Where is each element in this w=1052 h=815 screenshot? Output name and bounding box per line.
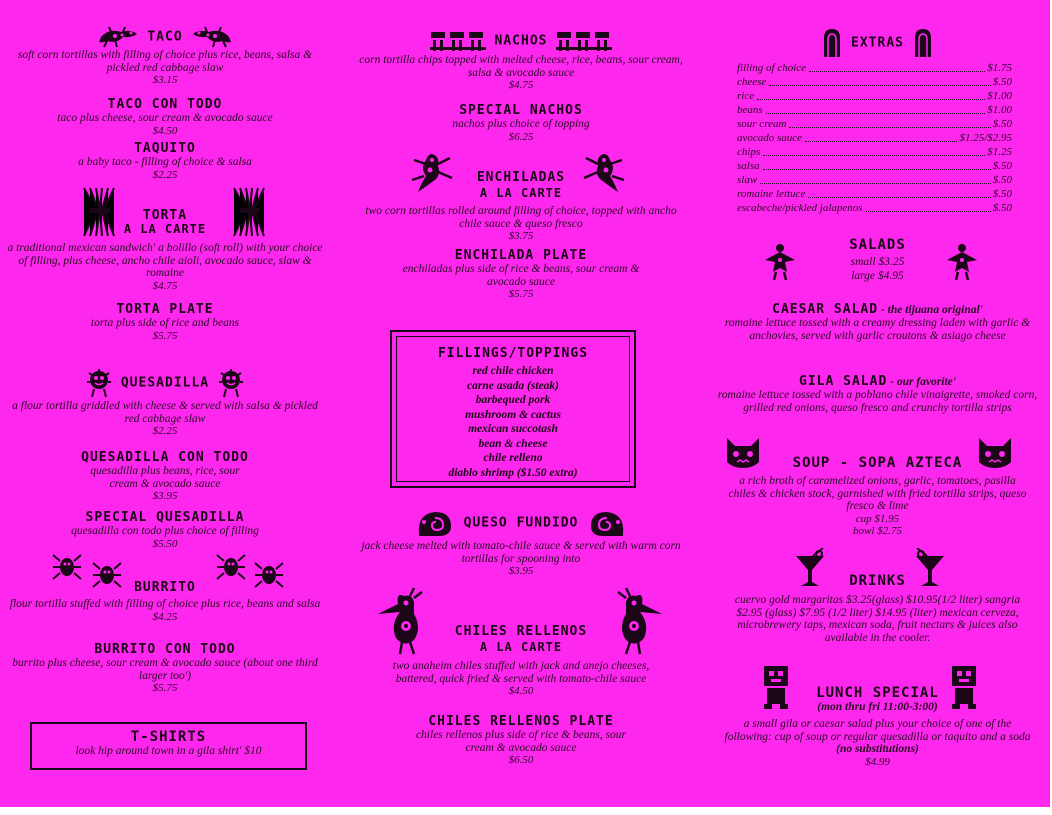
burrito-header (0, 552, 330, 596)
chiles-rellenos-subtitle: A LA CARTE (479, 640, 563, 654)
special-quesadilla-description: quesadilla con todo plus choice of filling (71, 525, 259, 537)
burrito-section (0, 598, 330, 623)
torta-header (0, 186, 330, 238)
fillings-inner-frame (396, 336, 630, 482)
enchilada-plate-description: enchiladas plus side of rice & beans, sour cream & avocado sauce (402, 263, 640, 288)
filling-item: mexican succotash (468, 423, 558, 435)
extra-price: $.50 (992, 76, 1012, 88)
extras-row (737, 61, 1012, 75)
burrito-con-todo-price: $5.75 (152, 682, 178, 694)
quesadilla-con-todo-description: quesadilla plus beans, rice, sour cream & avocado sauce (90, 465, 240, 490)
special-quesadilla-price: $5.50 (152, 537, 178, 550)
burrito-con-todo-title: BURRITO CON TODO (94, 642, 236, 657)
quesadilla-description: a flour tortilla griddled with cheese & served with salsa & pickled red cabbage slaw (12, 400, 318, 425)
gila-salad-tagline: - our favorite' (887, 376, 956, 388)
queso-fundido-title: QUESO FUNDIDO (463, 515, 579, 531)
soup-title: SOUP - SOPA AZTECA (792, 455, 963, 471)
arch-icon (913, 28, 933, 58)
chiles-rellenos-price: $4.50 (508, 685, 534, 697)
extra-name: romaine lettuce (737, 188, 806, 200)
extra-price: $1.75 (987, 62, 1012, 74)
extra-price: $.50 (992, 202, 1012, 214)
nachos-price: $4.75 (508, 79, 534, 91)
enchilada-plate-title: ENCHILADA PLATE (454, 248, 588, 263)
queso-fundido-section (352, 508, 690, 577)
extras-row (737, 131, 1012, 145)
chiles-rellenos-header (352, 586, 690, 658)
caesar-salad-title: CAESAR SALAD (772, 302, 879, 317)
drinks-header (705, 548, 1050, 594)
enchiladas-section (352, 205, 690, 242)
soup-bowl-price: bowl $2.75 (853, 524, 902, 537)
extra-name: salsa (737, 160, 760, 172)
filling-item: chile relleno (483, 452, 543, 464)
dot-leader (805, 141, 957, 142)
extra-price: $1.25 (987, 146, 1012, 158)
soup-section (705, 475, 1050, 537)
taco-description: soft corn tortillas with filling of choice plus rice, beans, salsa & pickled red cabbage slaw (17, 49, 313, 74)
salads-title: SALADS (849, 237, 906, 253)
extra-price: $1.00 (987, 104, 1012, 116)
dot-leader (808, 197, 990, 198)
spider-icon (216, 552, 246, 582)
torta-title: TORTA (142, 208, 188, 223)
lunch-special-note: (no substitutions) (836, 743, 919, 755)
queso-fundido-price: $3.95 (508, 565, 534, 577)
caesar-salad-description: romaine lettuce tossed with a creamy dressing laden with garlic & anchovies, served with garlic croutons & asiago cheese (724, 317, 1031, 342)
extras-row (737, 201, 1012, 215)
torta-plate-price: $5.75 (152, 329, 178, 342)
salads-header (705, 234, 1050, 286)
chiles-rellenos-plate-section (352, 714, 690, 766)
chiles-rellenos-plate-price: $6.50 (508, 754, 534, 766)
salads-small-price: small $3.25 (850, 256, 905, 268)
extra-price: $.50 (992, 118, 1012, 130)
quesadilla-title: QUESADILLA (120, 375, 210, 391)
extra-name: rice (737, 90, 755, 102)
taquito-title: TAQUITO (134, 141, 196, 156)
drinks-title: DRINKS (849, 573, 906, 589)
enchilada-plate-section (352, 248, 690, 300)
lizard-icon (191, 26, 233, 48)
lunch-special-section (705, 718, 1050, 768)
quesadilla-price: $2.25 (152, 425, 178, 437)
enchiladas-price: $3.75 (508, 230, 534, 242)
dot-leader (763, 169, 991, 170)
extra-name: avocado sauce (737, 132, 803, 144)
torta-plate-description: torta plus side of rice and beans (90, 317, 240, 329)
enchiladas-title: ENCHILADAS (476, 170, 566, 185)
nachos-section (352, 30, 690, 91)
torta-section (0, 242, 330, 292)
dot-leader (866, 211, 991, 212)
extras-title: EXTRAS (851, 35, 904, 51)
lunch-special-price: $4.99 (865, 755, 890, 768)
queso-fundido-description: jack cheese melted with tomato-chile sauce & served with warm corn tortillas for spooning into (361, 540, 681, 565)
soup-cup-price: cup $1.95 (855, 512, 900, 525)
extra-price: $1.00 (987, 90, 1012, 102)
quesadilla-con-todo-section (0, 450, 330, 502)
burrito-description: flour tortilla stuffed with filling of choice plus rice, beans and salsa (9, 598, 321, 610)
chiles-rellenos-plate-description: chiles rellenos plus side of rice & beans, sour cream & avocado sauce (415, 729, 627, 754)
soup-description: a rich broth of caramelized onions, garlic, tomatoes, pasilla chiles & chicken stock, garnished with fried tortilla strips, queso fresco & lime (728, 475, 1027, 512)
dot-leader (789, 127, 990, 128)
extra-name: filling of choice (737, 62, 807, 74)
extras-row (737, 75, 1012, 89)
gila-salad-description: romaine lettuce tossed with a poblano chile vinaigrette, smoked corn, grilled red onions, queso fresco and crunchy tortilla strips (717, 389, 1038, 414)
figures-frieze-icon (430, 30, 486, 52)
lunch-special-hours: (mon thru fri 11:00-3:00) (817, 701, 938, 713)
drinks-description: cuervo gold margaritas $3.25(glass) $10.95(1/2 liter) sangria $2.95 (glass) $7.95 (1/2 liter) $14.95 (liter) mexican cerveza, microbrewery taps, mexican soda, fruit nectars & juices also available in the cooler. (734, 594, 1021, 644)
fillings-box (390, 330, 636, 488)
special-quesadilla-title: SPECIAL QUESADILLA (85, 510, 245, 525)
extra-price: $.50 (992, 188, 1012, 200)
extras-row (737, 89, 1012, 103)
lunch-special-header (705, 664, 1050, 716)
quesadilla-con-todo-title: QUESADILLA CON TODO (81, 450, 249, 465)
lizard-icon (97, 26, 139, 48)
taco-con-todo-description: taco plus cheese, sour cream & avocado sauce (57, 112, 273, 124)
extras-row (737, 187, 1012, 201)
sun-mask-icon (218, 368, 244, 398)
special-nachos-section (352, 103, 690, 143)
torta-plate-section (0, 302, 330, 342)
salads-large-price: large $4.95 (851, 270, 904, 282)
filling-item: mushroom & cactus (465, 408, 561, 421)
filling-item: carne asada (steak) (467, 379, 559, 392)
gila-salad-section (705, 370, 1050, 414)
arch-icon (822, 28, 842, 58)
burrito-title: BURRITO (134, 580, 196, 595)
dot-leader (769, 85, 990, 86)
extras-row (737, 145, 1012, 159)
filling-item: barbequed pork (475, 394, 551, 406)
extras-header (705, 28, 1050, 58)
taquito-description: a baby taco - filling of choice & salsa (78, 156, 252, 168)
taco-section (0, 26, 330, 86)
figures-frieze-icon (556, 30, 612, 52)
extra-price: $.50 (992, 174, 1012, 186)
torta-description: a traditional mexican sandwich' a bolillo (soft roll) with your choice of filling, plus cheese, ancho chile aioli, avocado sauce, slaw & romaine (7, 242, 323, 279)
caesar-salad-section (705, 298, 1050, 342)
lunch-special-description: a small gila or caesar salad plus your choice of one of the following: cup of soup or regular quesadilla or taquito and a soda (724, 718, 1031, 743)
taco-con-todo-price: $4.50 (152, 124, 178, 137)
extras-row (737, 173, 1012, 187)
enchiladas-subtitle: A LA CARTE (479, 186, 563, 200)
torta-price: $4.75 (152, 279, 178, 292)
extras-row (737, 103, 1012, 117)
burrito-con-todo-section (0, 642, 330, 694)
drinks-section (705, 594, 1050, 644)
quesadilla-section (0, 368, 330, 437)
filling-item: bean & cheese (478, 437, 548, 450)
burrito-con-todo-description: burrito plus cheese, sour cream & avocado sauce (about one third larger too') (12, 657, 318, 682)
nachos-description: corn tortilla chips topped with melted cheese, rice, beans, sour cream, salsa & avocado sauce (359, 54, 683, 79)
chiles-rellenos-section (352, 660, 690, 697)
dot-leader (809, 71, 985, 72)
tshirts-box (30, 722, 307, 770)
extra-name: escabeche/pickled jalapenos (737, 202, 863, 214)
special-nachos-price: $6.25 (508, 130, 534, 143)
quesadilla-con-todo-price: $3.95 (152, 490, 178, 502)
spiral-bird-icon (415, 508, 455, 538)
special-nachos-description: nachos plus choice of topping (452, 118, 590, 130)
jaguar-mask-icon (723, 436, 763, 470)
taquito-price: $2.25 (152, 168, 178, 181)
extra-price: $1.25/$2.95 (959, 132, 1012, 144)
enchilada-plate-price: $5.75 (508, 288, 534, 300)
dot-leader (757, 99, 985, 100)
extra-name: slaw (737, 174, 758, 186)
extra-price: $.50 (992, 160, 1012, 172)
extra-name: cheese (737, 76, 767, 88)
chiles-rellenos-description: two anaheim chiles stuffed with jack and anejo cheeses, battered, quick fried & served with tomato-chile sauce (392, 660, 650, 685)
lunch-special-title: LUNCH SPECIAL (816, 685, 939, 701)
dot-leader (766, 113, 986, 114)
gila-salad-title: GILA SALAD (799, 374, 888, 389)
extra-name: chips (737, 146, 761, 158)
soup-header (705, 436, 1050, 470)
sun-mask-icon (86, 368, 112, 398)
tshirts-title: T-SHIRTS (130, 729, 207, 745)
spiral-bird-icon (587, 508, 627, 538)
caesar-salad-tagline: - the tijuana original' (878, 304, 983, 316)
fillings-title: FILLINGS/TOPPINGS (437, 346, 589, 361)
taco-price: $3.15 (152, 74, 178, 86)
torta-plate-title: TORTA PLATE (116, 302, 214, 317)
dot-leader (760, 183, 991, 184)
taco-con-todo-title: TACO CON TODO (107, 97, 223, 112)
torta-subtitle: A LA CARTE (123, 222, 207, 236)
enchiladas-description: two corn tortillas rolled around filling of choice, topped with ancho chile sauce & queso fresco (365, 205, 677, 230)
extra-name: sour cream (737, 118, 787, 130)
spider-icon (52, 552, 82, 582)
taco-con-todo-section (0, 97, 330, 137)
special-nachos-title: SPECIAL NACHOS (459, 103, 583, 118)
filling-item: red chile chicken (472, 365, 554, 377)
extras-row (737, 117, 1012, 131)
dot-leader (763, 155, 985, 156)
enchiladas-header (352, 150, 690, 206)
tshirts-description: look hip around town in a gila shirt' $10 (75, 745, 262, 757)
fillings-list (397, 364, 629, 480)
filling-item: diablo shrimp ($1.50 extra) (448, 466, 578, 479)
special-quesadilla-section (0, 510, 330, 550)
nachos-title: NACHOS (494, 33, 548, 49)
chiles-rellenos-plate-title: CHILES RELLENOS PLATE (428, 714, 614, 729)
burrito-price: $4.25 (152, 610, 178, 623)
chiles-rellenos-title: CHILES RELLENOS (454, 624, 588, 639)
extras-row (737, 159, 1012, 173)
extra-name: beans (737, 104, 763, 116)
taquito-section (0, 141, 330, 181)
taco-title: TACO (147, 29, 183, 45)
